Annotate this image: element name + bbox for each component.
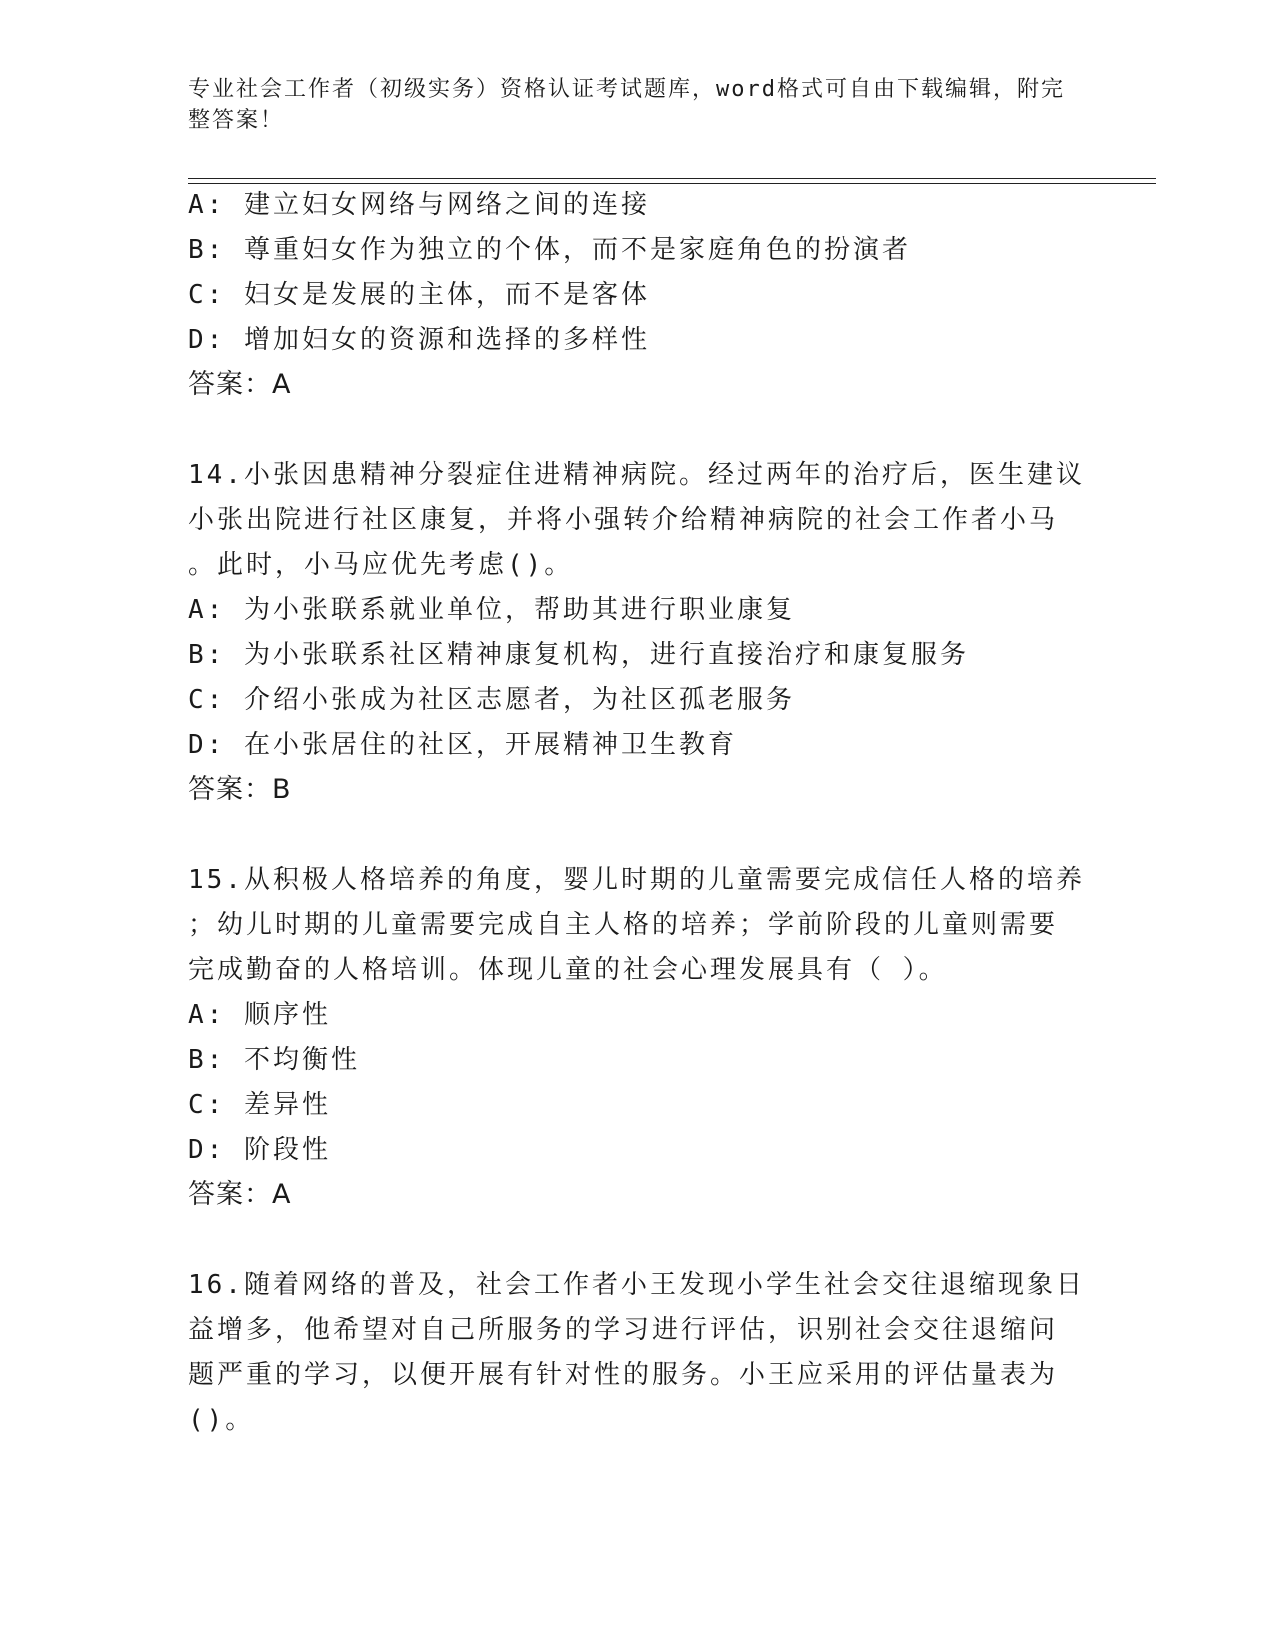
q15-option-c: C: 差异性 bbox=[188, 1090, 331, 1120]
q14-stem-line-2: 小张出院进行社区康复，并将小强转介给精神病院的社会工作者小马 bbox=[188, 505, 1059, 535]
document-title: 专业社会工作者（初级实务）资格认证考试题库，word格式可自由下载编辑，附完整答案！ bbox=[188, 77, 1065, 133]
header-divider bbox=[188, 178, 1156, 179]
q13-answer: 答案：A bbox=[188, 369, 292, 400]
q15-stem-line-2: ；幼儿时期的儿童需要完成自主人格的培养；学前阶段的儿童则需要 bbox=[188, 910, 1059, 940]
q14-stem-line-1: 14.小张因患精神分裂症住进精神病院。经过两年的治疗后，医生建议 bbox=[188, 460, 1085, 490]
q16-stem-line-3: 题严重的学习，以便开展有针对性的服务。小王应采用的评估量表为 bbox=[188, 1360, 1059, 1390]
document-header bbox=[188, 74, 1068, 136]
q16-stem-line-1: 16.随着网络的普及，社会工作者小王发现小学生社会交往退缩现象日 bbox=[188, 1270, 1085, 1300]
q13-option-d: D: 增加妇女的资源和选择的多样性 bbox=[188, 325, 650, 355]
q15-option-a: A: 顺序性 bbox=[188, 1000, 331, 1030]
q13-option-c: C: 妇女是发展的主体，而不是客体 bbox=[188, 280, 650, 310]
q15-answer: 答案：A bbox=[188, 1179, 292, 1210]
q14-option-b: B: 为小张联系社区精神康复机构，进行直接治疗和康复服务 bbox=[188, 640, 969, 670]
q15-option-d: D: 阶段性 bbox=[188, 1135, 331, 1165]
q15-stem-line-3: 完成勤奋的人格培训。体现儿童的社会心理发展具有（ ）。 bbox=[188, 955, 948, 985]
q13-option-a: A: 建立妇女网络与网络之间的连接 bbox=[188, 190, 650, 220]
q16-stem-line-2: 益增多，他希望对自己所服务的学习进行评估，识别社会交往退缩问 bbox=[188, 1315, 1059, 1345]
q13-option-b: B: 尊重妇女作为独立的个体，而不是家庭角色的扮演者 bbox=[188, 235, 911, 265]
q14-stem-line-3: 。此时，小马应优先考虑()。 bbox=[188, 550, 574, 580]
q15-option-b: B: 不均衡性 bbox=[188, 1045, 360, 1075]
q16-stem-line-4: ()。 bbox=[188, 1405, 255, 1435]
q14-option-a: A: 为小张联系就业单位，帮助其进行职业康复 bbox=[188, 595, 795, 625]
q14-answer: 答案：B bbox=[188, 774, 292, 805]
q14-option-d: D: 在小张居住的社区，开展精神卫生教育 bbox=[188, 730, 737, 760]
header-divider-second bbox=[188, 183, 1156, 184]
q14-option-c: C: 介绍小张成为社区志愿者，为社区孤老服务 bbox=[188, 685, 795, 715]
q15-stem-line-1: 15.从积极人格培养的角度，婴儿时期的儿童需要完成信任人格的培养 bbox=[188, 865, 1085, 895]
